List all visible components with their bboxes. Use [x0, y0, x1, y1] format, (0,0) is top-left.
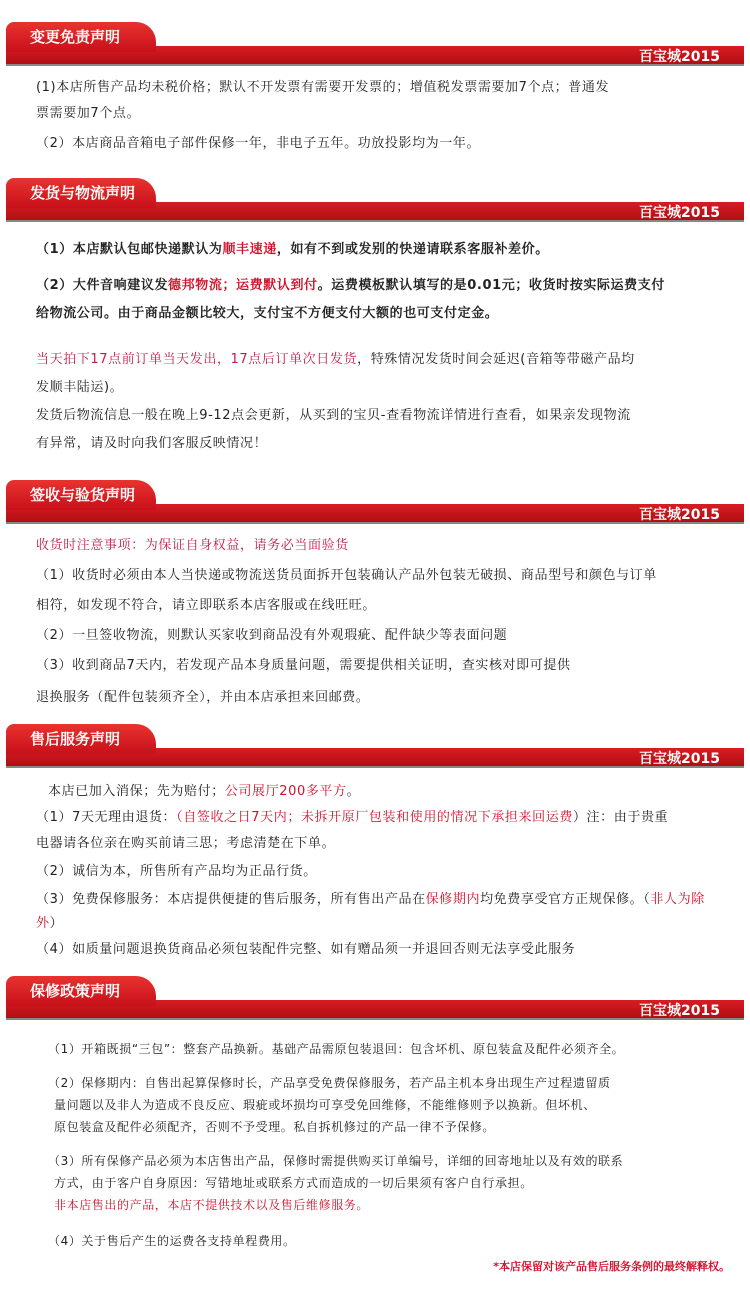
highlight-text: 顺丰速递	[222, 242, 277, 257]
text-span: ，如有不到或发别的快递请联系客服补差价。	[276, 242, 549, 257]
highlight-text: 非人为除	[650, 892, 705, 907]
text-line: 非本店售出的产品，本店不提供技术以及售后维修服务。	[54, 1198, 370, 1212]
text-line: （2）诚信为本，所售所有产品均为正品行货。	[36, 864, 317, 879]
text-span: 。	[346, 784, 361, 799]
text-line: 相符，如发现不符合，请立即联系本店客服或在线旺旺。	[36, 598, 377, 613]
text-span: （1）本店默认包邮快递默认为	[36, 242, 223, 257]
text-line: （4）如质量问题退换货商品必须包装配件完整、如有赠品须一并退回否则无法享受此服务	[36, 942, 576, 957]
highlight-text: （自签收之日7天内；未拆开原厂包装和使用的情况下承担来回运费	[176, 810, 573, 825]
text-span: ）	[49, 916, 64, 931]
text-line: (1)本店所售产品均未税价格；默认不开发票有需要开发票的；增值税发票需要加7个点；普通发	[36, 80, 610, 95]
text-line: 退换服务（配件包装须齐全），并由本店承担来回邮费。	[36, 690, 370, 705]
brand-label: 百宝城2015	[639, 507, 720, 523]
section-header	[0, 178, 750, 222]
highlight-text: 当天拍下17点前订单当天发出，17点后订单次日发货	[36, 352, 358, 367]
section-header	[0, 976, 750, 1020]
text-line	[36, 348, 635, 367]
brand-label: 百宝城2015	[639, 1003, 720, 1019]
text-span: ）注：由于贵重	[572, 810, 669, 825]
section-title: 签收与验货声明	[6, 480, 156, 510]
section-header	[0, 22, 750, 66]
text-line: 原包装盒及配件必须配齐，否则不予受理。私自拆机修过的产品一律不予保修。	[54, 1120, 496, 1134]
text-span: 。运费模板默认填写的是0.01元；收货时按实际运费支付	[317, 278, 665, 293]
brand-label: 百宝城2015	[639, 49, 720, 65]
text-line	[36, 912, 63, 931]
section-after-sales	[0, 724, 750, 957]
section-title: 售后服务声明	[6, 724, 156, 754]
text-line: 收货时注意事项：为保证自身权益，请务必当面验货	[36, 538, 349, 553]
text-line: （2）本店商品音箱电子部件保修一年，非电子五年。功放投影均为一年。	[36, 136, 481, 151]
section-inspection	[0, 480, 750, 705]
text-span: 本店已加入消保；先为赔付；	[48, 784, 225, 799]
text-line: （1）开箱既损“三包”：整套产品换新。基础产品需原包装退回：包含坏机、原包装盒及配件必须齐全。	[48, 1042, 625, 1056]
highlight-text: 公司展厅200多平方	[224, 784, 347, 799]
section-disclaimer	[0, 22, 750, 151]
text-line	[36, 806, 668, 825]
text-line	[48, 780, 360, 799]
brand-label: 百宝城2015	[639, 205, 720, 221]
text-span: （3）免费保修服务：本店提供便捷的售后服务，所有售出产品在	[36, 892, 426, 907]
text-line: 发顺丰陆运)。	[36, 380, 124, 395]
text-span: 均免费享受官方正规保修。（	[480, 892, 651, 907]
text-line: 有异常，请及时向我们客服反映情况！	[36, 436, 268, 451]
brand-label: 百宝城2015	[639, 751, 720, 767]
highlight-text: 外	[36, 916, 50, 931]
section-warranty	[0, 976, 750, 1273]
text-line: （4）关于售后产生的运费各支持单程费用。	[48, 1234, 296, 1248]
section-title: 变更免责声明	[6, 22, 156, 52]
section-shipping	[0, 178, 750, 451]
text-line: 量问题以及非人为造成不良反应、瑕疵或坏损均可享受免回维修，不能维修则予以换新。但坏机、	[54, 1098, 596, 1112]
footnote: *本店保留对该产品售后服务条例的最终解释权。	[493, 1260, 730, 1273]
text-line: （1）收货时必须由本人当快递或物流送货员面拆开包装确认产品外包装无破损、商品型号和颜色与订单	[36, 568, 657, 583]
text-line	[36, 238, 549, 257]
text-line: （2）保修期内：自售出起算保修时长，产品享受免费保修服务，若产品主机本身出现生产过程遗留质	[48, 1076, 611, 1090]
section-title: 保修政策声明	[6, 976, 156, 1006]
text-line: （3）收到商品7天内，若发现产品本身质量问题，需要提供相关证明，查实核对即可提供	[36, 658, 571, 673]
text-line: （3）所有保修产品必须为本店售出产品，保修时需提供购买订单编号，详细的回寄地址以及有效的联系	[48, 1154, 624, 1168]
text-line: 方式，由于客户自身原因：写错地址或联系方式而造成的一切后果须有客户自行承担。	[54, 1176, 533, 1190]
text-line: 电器请各位亲在购买前请三思；考虑清楚在下单。	[36, 836, 336, 851]
highlight-text: 德邦物流；运费默认到付	[168, 278, 318, 293]
text-line: 票需要加7个点。	[36, 106, 141, 121]
section-title: 发货与物流声明	[6, 178, 156, 208]
text-line: （2）一旦签收物流，则默认买家收到商品没有外观瑕疵、配件缺少等表面问题	[36, 628, 508, 643]
text-line: 发货后物流信息一般在晚上9-12点会更新，从买到的宝贝-查看物流详情进行查看，如果亲发现物流	[36, 408, 631, 423]
section-header	[0, 480, 750, 524]
highlight-text: 保修期内	[425, 892, 481, 907]
text-span: ，特殊情况发货时间会延迟(音箱等带磁产品均	[357, 352, 635, 367]
section-header	[0, 724, 750, 768]
text-span: （1）7天无理由退货：	[36, 810, 177, 825]
text-line: 给物流公司。由于商品金额比较大，支付宝不方便支付大额的也可支付定金。	[36, 306, 499, 321]
text-span: （2）大件音响建议发	[36, 278, 169, 293]
text-line	[36, 274, 665, 293]
text-line	[36, 888, 705, 907]
